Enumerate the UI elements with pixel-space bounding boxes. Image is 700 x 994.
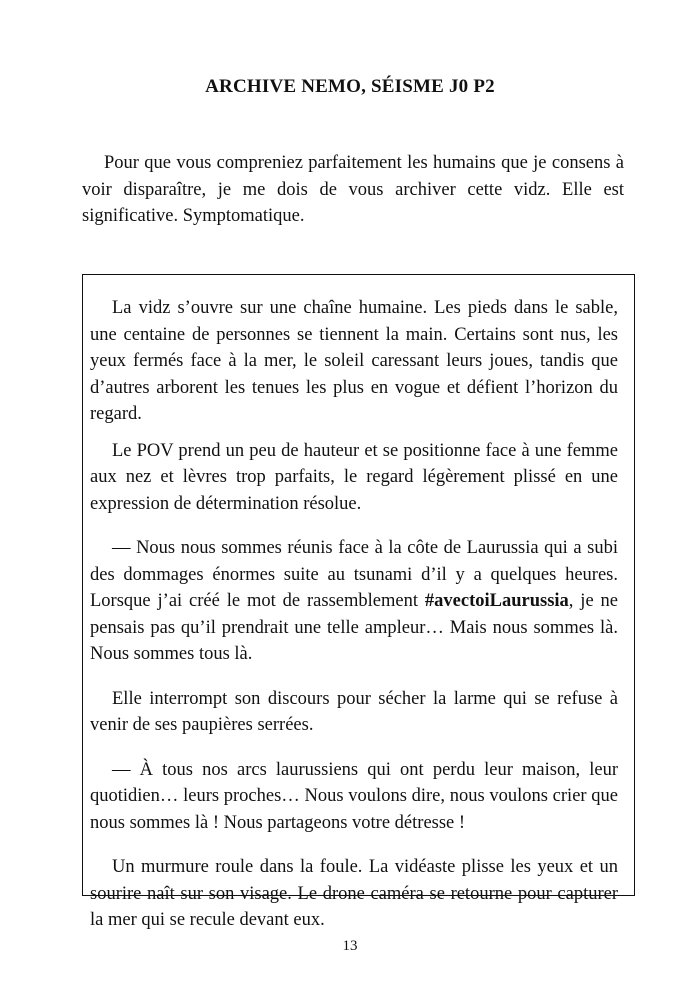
hashtag: #avectoiLaurussia bbox=[424, 591, 569, 611]
archive-paragraph-1: La vidz s’ouvre sur une chaîne humaine. Les pieds dans le sable, une centaine de personnes se tiennent la main. Certains sont nus, les yeux fermés face à la mer, le soleil caressant leurs joues, tandis que d’autres arborent les tenues les plus en vogue et défient l’horizon du regard. bbox=[90, 298, 618, 424]
archive-content bbox=[90, 295, 618, 952]
archive-frame bbox=[82, 274, 635, 930]
archive-paragraph-4: Elle interrompt son discours pour sécher la larme qui se refuse à venir de ses paupières serrées. bbox=[90, 688, 618, 735]
speech-text-end: , je ne pensais pas qu’il prendrait une telle ampleur… Mais nous sommes là. Nous sommes tous là. bbox=[90, 591, 619, 664]
speech-text-start: — Nous nous sommes réunis face à la côte de Laurussia qui a subi des dommages énormes suite au tsunami d’il y a quelques heures. Lorsque j’ai créé le mot de rassemblement bbox=[90, 538, 618, 611]
archive-paragraph-6: Un murmure roule dans la foule. La vidéaste plisse les yeux et un sourire naît sur son visage. Le drone caméra se retourne pour capturer la mer qui se recule devant eux. bbox=[90, 857, 618, 930]
chapter-title: ARCHIVE NEMO, SÉISME J0 P2 bbox=[205, 76, 495, 97]
page-number: 13 bbox=[342, 938, 358, 954]
archive-paragraph-5: — À tous nos arcs laurussiens qui ont perdu leur maison, leur quotidien… leurs proches… Nous voulons dire, nous voulons crier que nous sommes là ! Nous partageons votre détresse ! bbox=[90, 759, 618, 833]
intro-paragraph: Pour que vous compreniez parfaitement les humains que je consens à voir disparaître, je me dois de vous archiver cette vidz. Elle est significative. Symptomatique. bbox=[82, 153, 624, 226]
archive-paragraph-3 bbox=[90, 535, 618, 668]
archive-paragraph-2: Le POV prend un peu de hauteur et se positionne face à une femme aux nez et lèvres trop parfaits, le regard légèrement plissé en une expression de détermination résolue. bbox=[90, 440, 618, 514]
